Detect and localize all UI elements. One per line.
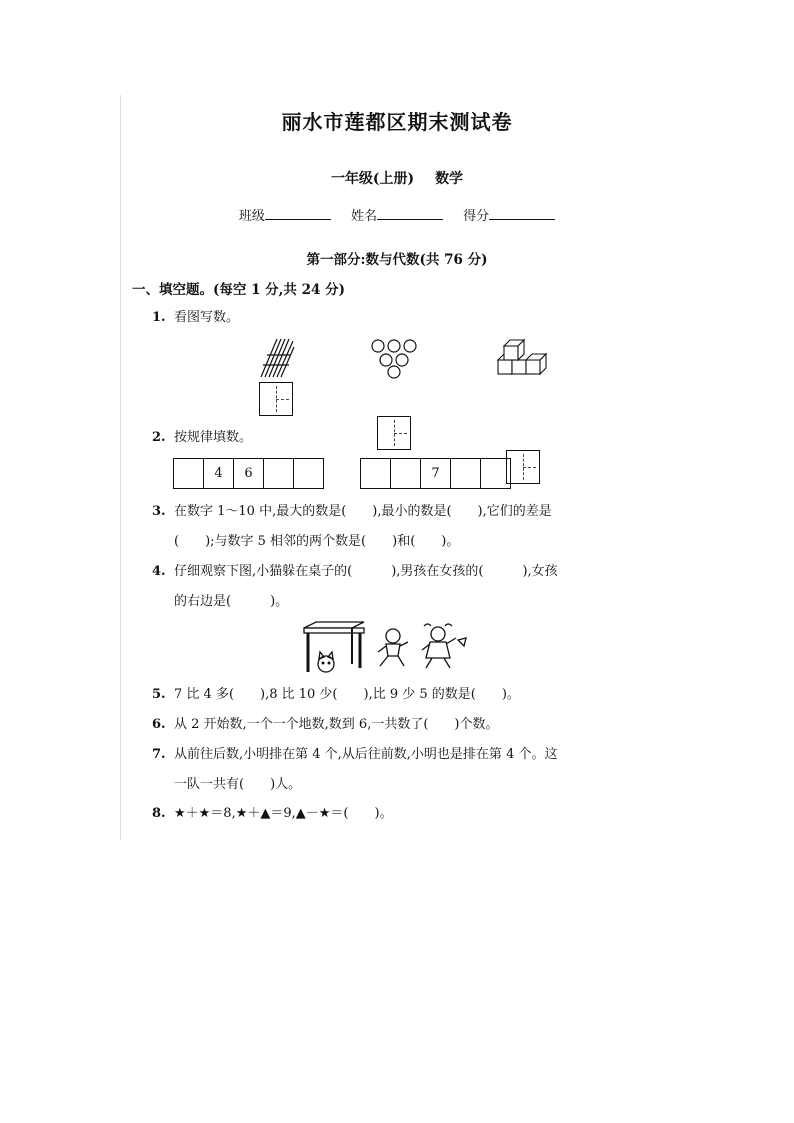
answer-box-3[interactable] xyxy=(506,450,540,484)
grade-label: 一年级(上册) xyxy=(330,171,415,187)
sequence-cell[interactable] xyxy=(293,458,324,489)
subject-label: 数学 xyxy=(435,171,464,187)
sequence-cell[interactable] xyxy=(360,458,391,489)
sticks-bundle-image xyxy=(255,335,295,379)
sequence-cell[interactable] xyxy=(390,458,421,489)
question-7-line-2: 一队一共有( )人。 xyxy=(174,777,302,792)
sequence-row-1 xyxy=(174,458,324,489)
question-1: 1. 看图写数。 xyxy=(152,310,240,325)
question-7: 7. 从前往后数,小明排在第 4 个,从后往前数,小明也是排在第 4 个。这 xyxy=(152,747,558,762)
sequence-cell[interactable] xyxy=(173,458,204,489)
exam-subtitle xyxy=(0,168,794,188)
cubes-image xyxy=(494,338,552,380)
class-field[interactable]: 班级 xyxy=(239,205,331,224)
question-5: 5. 7 比 4 多( ),8 比 10 少( ),比 9 少 5 的数是( )。 xyxy=(152,687,520,702)
question-4-line-2: 的右边是( )。 xyxy=(174,594,289,609)
sequence-cell[interactable]: 6 xyxy=(233,458,264,489)
question-3: 3. 在数字 1～10 中,最大的数是( ),最小的数是( ),它们的差是 xyxy=(152,504,552,519)
question-3-line-2: ( );与数字 5 相邻的两个数是( )和( )。 xyxy=(174,534,460,549)
answer-box-1[interactable] xyxy=(259,382,293,416)
sequence-cell[interactable]: 4 xyxy=(203,458,234,489)
sequence-row-2 xyxy=(361,458,511,489)
score-field[interactable]: 得分 xyxy=(463,205,555,224)
question-4: 4. 仔细观察下图,小猫躲在桌子的( ),男孩在女孩的( ),女孩 xyxy=(152,564,558,579)
name-field[interactable]: 姓名 xyxy=(351,205,443,224)
question-6: 6. 从 2 开始数,一个一个地数,数到 6,一共数了( )个数。 xyxy=(152,717,499,732)
circles-image xyxy=(370,338,420,380)
student-info-row xyxy=(0,205,794,224)
exam-title: 丽水市莲都区期末测试卷 xyxy=(281,110,513,134)
sequence-cell[interactable] xyxy=(263,458,294,489)
sequence-cell[interactable] xyxy=(480,458,511,489)
answer-box-2[interactable] xyxy=(377,416,411,450)
sequence-cell[interactable] xyxy=(450,458,481,489)
question-2: 2. 按规律填数。 xyxy=(152,430,253,445)
sequence-cell[interactable]: 7 xyxy=(420,458,451,489)
question-8: 8. ★＋★＝8,★＋▲＝9,▲－★＝( )。 xyxy=(152,806,393,821)
part-title: 第一部分:数与代数(共 76 分) xyxy=(306,252,488,268)
table-cat-children-image xyxy=(300,620,475,676)
section-title: 一、填空题。(每空 1 分,共 24 分) xyxy=(132,282,345,298)
